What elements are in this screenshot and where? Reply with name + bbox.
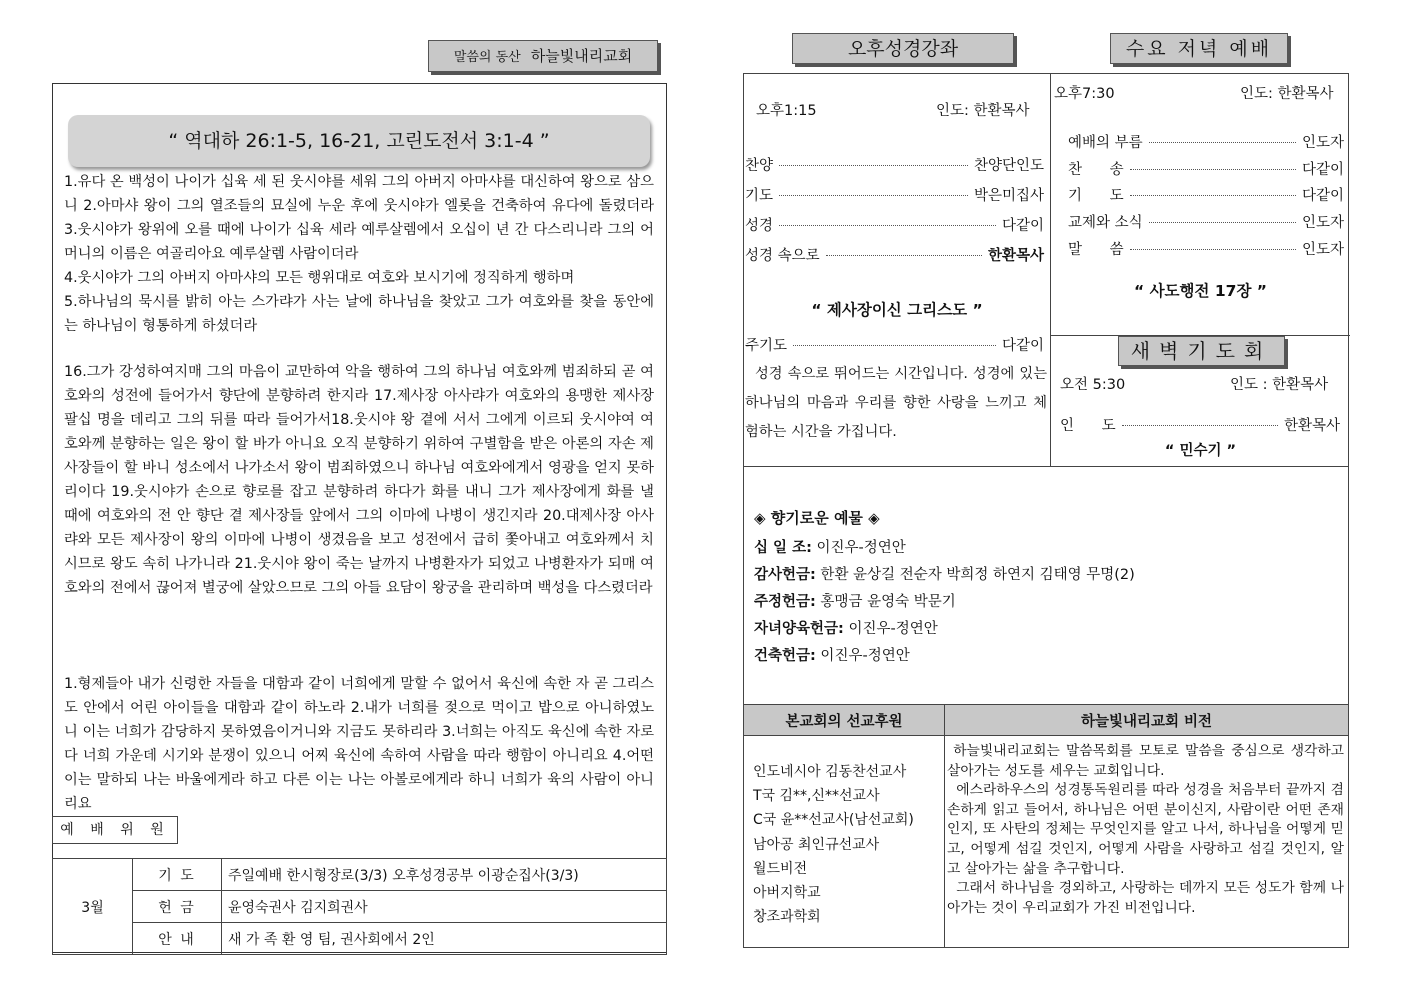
list-item xyxy=(1068,184,1344,205)
dawn-time: 오전 5:30 xyxy=(1060,377,1126,393)
month-cell: 3월 xyxy=(53,859,133,955)
offerings-box xyxy=(743,467,1349,705)
church-name-tab xyxy=(428,40,658,72)
scripture-corinthians: 1.형제들아 내가 신령한 자들을 대함과 같이 너희에게 말할 수 없어서 육신에 속한 자 곧 그리스도 안에서 어린 아이들을 대함과 같이 하노라 2.내가 너희를 젖으로 먹이고 밥으로 아니하였노니 이는 너희가 감당하지 못하였음이거니와 지금도 못하리라 3.너희는 아직도 육신에 속한 자로다 너희 가운데 시기와 분쟁이 있으니 어찌 육신에 속하여 사람을 따라 행함이 아니리요 4.어떤 이는 말하되 나는 바울에게라 하고 다른 이는 나는 아볼로에게라 하니 너희가 육의 사람이 아니리요 xyxy=(64,676,654,812)
list-item xyxy=(745,214,1044,235)
list-item: 월드비전 xyxy=(753,860,808,877)
list-item xyxy=(754,536,906,557)
dawn-sermon-title: “ 민수기 ” xyxy=(1164,443,1237,459)
church-name: 하늘빛내리교회 xyxy=(530,47,633,65)
item-value: 박은미집사 xyxy=(973,188,1044,204)
scripture-passage-2 xyxy=(64,360,654,600)
offerings-title: ◈ 향기로운 예물 ◈ xyxy=(754,509,880,527)
role-cell: 기 도 xyxy=(133,859,222,891)
item-value: 인도자 xyxy=(1301,135,1344,151)
role-cell: 안 내 xyxy=(133,923,222,955)
list-item xyxy=(754,590,956,611)
item-label: 예배의 부름 xyxy=(1068,135,1143,151)
offering-label: 건축헌금: xyxy=(754,648,816,664)
dawn-leader: 인도 : 한환목사 xyxy=(1230,377,1329,393)
offering-label: 십 일 조: xyxy=(754,540,812,556)
list-item xyxy=(1068,158,1344,179)
item-value: 다같이 xyxy=(1301,162,1344,178)
item-value: 찬양단인도 xyxy=(973,158,1044,174)
scripture-title: “ 역대하 26:1-5, 16-21, 고린도전서 3:1-4 ” xyxy=(68,115,650,167)
offering-label: 주정헌금: xyxy=(754,594,816,610)
item-label: 찬양 xyxy=(745,158,774,174)
list-item xyxy=(745,334,1044,355)
offering-names: 이진우-정연안 xyxy=(843,621,938,637)
list-item xyxy=(754,563,1135,584)
afternoon-time: 오후1:15 xyxy=(756,103,817,119)
slogan: 말씀의 동산 xyxy=(453,50,521,65)
list-item: 창조과학회 xyxy=(753,909,821,926)
list-item xyxy=(754,644,910,665)
table-row xyxy=(53,891,667,923)
vision-header: 하늘빛내리교회 비전 xyxy=(945,705,1349,736)
afternoon-description: 성경 속으로 뛰어드는 시간입니다. 성경에 있는 하나님의 마음과 우리를 향한 사랑을 느끼고 체험하는 시간을 가집니다. xyxy=(745,366,1047,440)
offering-label: 감사헌금: xyxy=(754,567,816,583)
list-item: T국 김**,신**선교사 xyxy=(753,788,880,805)
divider xyxy=(1050,73,1051,467)
table-row xyxy=(744,705,1349,736)
list-item: C국 윤**선교사(남선교회) xyxy=(753,812,914,829)
value-cell: 새 가 족 환 영 팀, 권사회에서 2인 xyxy=(222,923,667,955)
afternoon-sermon-title: “ 제사장이신 그리스도 ” xyxy=(811,301,983,319)
item-label: 말 씀 xyxy=(1068,242,1124,258)
item-value: 인도자 xyxy=(1301,242,1344,258)
wednesday-time: 오후7:30 xyxy=(1054,86,1115,102)
worship-committee-label: 예 배 위 원 xyxy=(52,816,178,844)
wednesday-service-tab: 수요 저녁 예배 xyxy=(1110,33,1288,64)
scripture-verse-4: 4.웃시야가 그의 아버지 아마샤의 모든 행위대로 여호와 보시기에 정직하게 행하며 xyxy=(64,270,575,286)
scripture-verses-1-3: 1.유다 온 백성이 나이가 십육 세 된 웃시야를 세워 그의 아버지 아마샤를 대신하여 왕으로 삼으니 2.아마샤 왕이 그의 열조들의 묘실에 누운 후에 웃시야가 엘롯을 건축하여 유다에 돌렸더라 3.웃시야가 왕위에 오를 때에 나이가 십육 세라 예루살렘에서 오십이 년 간 다스리니라 그의 어머니의 이름은 여골리아요 예루살렘 사람이더라 xyxy=(64,174,654,262)
mission-header: 본교회의 선교후원 xyxy=(744,705,945,736)
offering-names: 한환 윤상길 전순자 박희정 하연지 김태영 무명(2) xyxy=(815,567,1135,583)
item-label: 주기도 xyxy=(745,338,788,354)
vision-paragraph: 하늘빛내리교회는 말씀목회를 모토로 말씀을 중심으로 생각하고 살아가는 성도를 세우는 교회입니다. xyxy=(947,743,1349,779)
list-item: 인도네시아 김동찬선교사 xyxy=(753,764,907,780)
list-item xyxy=(1060,414,1340,435)
item-label: 기 도 xyxy=(1068,188,1124,204)
item-label: 교제와 소식 xyxy=(1068,215,1143,231)
table-row xyxy=(744,736,1349,948)
item-value: 한환목사 xyxy=(987,248,1044,264)
item-label: 성경 xyxy=(745,218,774,234)
afternoon-leader: 인도: 한환목사 xyxy=(936,103,1030,119)
item-value: 한환목사 xyxy=(1283,418,1340,434)
table-row xyxy=(53,923,667,955)
role-cell: 헌 금 xyxy=(133,891,222,923)
worship-committee-table xyxy=(52,858,667,955)
vision-text xyxy=(945,736,1349,948)
dawn-prayer-tab: 새벽기도회 xyxy=(1118,336,1285,366)
list-item xyxy=(1068,238,1344,259)
scripture-verses-16-21: 16.그가 강성하여지매 그의 마음이 교만하여 악을 행하여 그의 하나님 여호와께 범죄하되 곧 여호와의 성전에 들어가서 향단에 분향하려 한지라 17.제사장 아사랴가 여호와의 용맹한 제사장 팔십 명을 데리고 그의 뒤를 따라 들어가서18.웃시야 왕 곁에 서서 그에게 이르되 웃시야여 여호와께 분향하는 일은 왕이 할 바가 아니요 오직 분향하기 위하여 구별함을 받은 아론의 자손 제사장들이 할 바니 성소에서 나가소서 왕이 범죄하였으니 하나님 여호와에게서 영광을 얻지 못하리이다 19.웃시야가 손으로 향로를 잡고 분향하려 하다가 화를 내니 그가 제사장에게 화를 낼 때에 여호와의 전 안 향단 곁 제사장들 앞에서 그의 이마에 나병이 생긴지라 20.대제사장 아사랴와 모든 제사장이 왕의 이마에 나병이 생겼음을 보고 성전에서 급히 쫓아내고 여호와께서 치시므로 왕도 속히 나가니라 21.웃시야 왕이 죽는 날까지 나병환자가 되었고 나병환자가 되매 여호와의 전에서 끊어져 별궁에 살았으므로 그의 아들 요담이 왕궁을 관리하며 백성을 다스렸더라 xyxy=(64,364,654,596)
table-row xyxy=(53,859,667,891)
offering-names: 이진우-정연안 xyxy=(815,648,910,664)
offering-names: 이진우-정연안 xyxy=(811,540,906,556)
mission-vision-table xyxy=(743,704,1349,948)
item-label: 기도 xyxy=(745,188,774,204)
mission-list xyxy=(744,736,945,948)
wednesday-sermon-title: “ 사도행전 17장 ” xyxy=(1134,282,1267,300)
list-item xyxy=(745,154,1044,175)
item-value: 다같이 xyxy=(1001,218,1044,234)
item-label: 인 도 xyxy=(1060,418,1116,434)
vision-paragraph: 그래서 하나님을 경외하고, 사랑하는 데까지 모든 성도가 함께 나아가는 것이 우리교회가 가진 비전입니다. xyxy=(947,880,1344,916)
scripture-passage-1 xyxy=(64,170,654,338)
vision-paragraph: 에스라하우스의 성경통독원리를 따라 성경을 처음부터 끝까지 겸손하게 읽고 들어서, 하나님은 어떤 분이신지, 사람이란 어떤 존재인지, 또 사탄의 정체는 무엇인지를 알고 나서, 하나님을 어떻게 믿고, 어떻게 섬길 것인지, 어떻게 사람을 사랑하고 섬길 것인지, 알고 살아가는 삶을 추구합니다. xyxy=(947,782,1344,877)
wednesday-leader: 인도: 한환목사 xyxy=(1240,86,1334,102)
item-value: 다같이 xyxy=(1001,338,1044,354)
offering-names: 홍맹금 윤영숙 박문기 xyxy=(815,594,956,610)
item-value: 다같이 xyxy=(1301,188,1344,204)
offering-label: 자녀양육헌금: xyxy=(754,621,844,637)
value-cell: 주일예배 한시형장로(3/3) 오후성경공부 이광순집사(3/3) xyxy=(222,859,667,891)
afternoon-lecture-tab: 오후성경강좌 xyxy=(792,33,1014,64)
scripture-passage-3 xyxy=(64,672,654,816)
list-item xyxy=(745,244,1044,265)
item-label: 찬 송 xyxy=(1068,162,1124,178)
list-item xyxy=(754,617,938,638)
item-value: 인도자 xyxy=(1301,215,1344,231)
scripture-verse-5: 5.하나님의 묵시를 밝히 아는 스가랴가 사는 날에 하나님을 찾았고 그가 여호와를 찾을 동안에는 하나님이 형통하게 하셨더라 xyxy=(64,294,654,334)
item-label: 성경 속으로 xyxy=(745,248,820,264)
list-item: 아버지학교 xyxy=(753,885,821,902)
list-item: 남아공 최인규선교사 xyxy=(753,836,880,853)
list-item xyxy=(1068,131,1344,152)
list-item xyxy=(745,184,1044,205)
list-item xyxy=(1068,211,1344,232)
value-cell: 윤영숙권사 김지희권사 xyxy=(222,891,667,923)
